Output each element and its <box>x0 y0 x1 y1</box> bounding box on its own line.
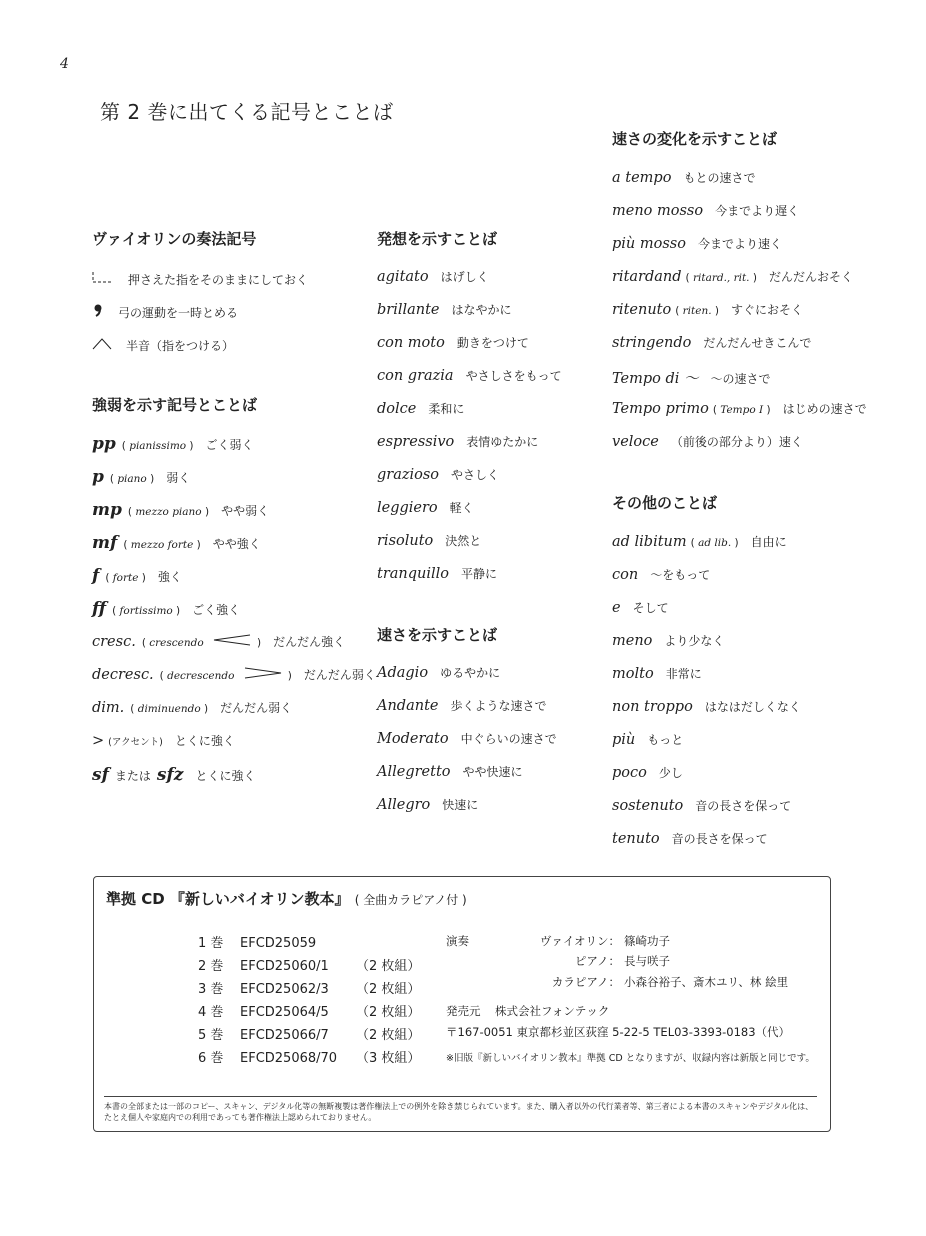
copyright-line: たとえ個人や家庭内での利用であっても著作権法上認められておりません。 <box>104 1113 377 1122</box>
term-row <box>377 730 557 747</box>
term-meaning: もとの速さで <box>683 171 756 185</box>
term-meaning: 音の長さを保って <box>695 799 792 813</box>
violin-item-text: 押さえた指をそのままにしておく <box>128 273 309 287</box>
cd-volume-row <box>198 978 420 997</box>
term-row <box>612 764 683 781</box>
term-meaning: ～をもって <box>650 568 711 582</box>
term-meaning: もっと <box>647 733 684 747</box>
violin-item <box>92 270 308 288</box>
dynamic-mark: ff <box>92 599 107 619</box>
term: Moderato <box>377 731 449 747</box>
term-row <box>612 235 782 252</box>
cd-volume-row <box>198 955 420 974</box>
term: tranquillo <box>377 566 450 582</box>
term-row <box>377 763 523 780</box>
term-meaning: より少なく <box>664 634 725 648</box>
dynamic-meaning: ごく強く <box>192 603 241 617</box>
term: brillante <box>377 302 440 318</box>
term-meaning: すぐにおそく <box>731 303 804 317</box>
term: Adagio <box>377 665 429 681</box>
tempo-heading: 速さを示すことば <box>377 626 498 644</box>
term-abbr: ad lib. <box>698 537 732 549</box>
dynamic-mark: dim. <box>92 700 125 716</box>
term-meaning: 中ぐらいの速さで <box>460 732 557 746</box>
term-row <box>612 334 811 351</box>
term-meaning: 非常に <box>665 667 702 681</box>
term-abbr-group: ( Tempo I ) <box>712 404 771 416</box>
term-meaning: 表情ゆたかに <box>466 435 539 449</box>
dynamics-item: pp ( pianissimo ) ごく弱く <box>92 434 254 454</box>
term: con <box>612 567 639 583</box>
term-meaning: 快速に <box>442 798 479 812</box>
term: stringendo <box>612 335 692 351</box>
term: leggiero <box>377 500 438 516</box>
performer-role: ヴァイオリン： <box>539 934 620 948</box>
term-meaning: 平静に <box>461 567 498 581</box>
term-row <box>377 532 481 549</box>
breath-mark-icon <box>92 303 104 317</box>
dynamic-abbr: pianissimo <box>129 440 187 452</box>
dynamic-abbr: diminuendo <box>137 703 201 715</box>
term: meno <box>612 633 653 649</box>
term-row <box>612 433 803 450</box>
dynamic-meaning: ごく弱く <box>205 438 254 452</box>
term-meaning: はじめの速さで <box>782 402 867 416</box>
dynamic-abbr: mezzo forte <box>130 539 194 551</box>
violin-heading: ヴァイオリンの奏法記号 <box>92 230 257 248</box>
dynamic-mark: cresc. <box>92 634 136 650</box>
term-abbr-group: ( riten. ) <box>675 305 720 317</box>
term-meaning: はなやかに <box>451 303 512 317</box>
dynamics-item: f ( forte ) 強く <box>92 566 182 586</box>
dynamic-abbr: アクセント <box>111 737 160 748</box>
term-row <box>377 796 478 813</box>
term-row <box>377 367 562 384</box>
page-number: 4 <box>60 56 69 72</box>
term: poco <box>612 765 647 781</box>
dynamic-mark: f <box>92 566 100 586</box>
term-row <box>612 533 787 550</box>
harmonic-icon <box>92 336 112 350</box>
term-abbr-group: ( ad lib. ) <box>690 537 739 549</box>
cd-code: EFCD25060/1 <box>240 959 329 974</box>
dynamic-abbr: piano <box>117 473 147 485</box>
dynamic-meaning: とくに強く <box>195 769 256 783</box>
cd-subtitle: ( 全曲カラピアノ付 ) <box>354 893 467 907</box>
dynamic-mark: sfz <box>156 765 184 785</box>
cd-code: EFCD25062/3 <box>240 982 329 997</box>
publisher-address: 〒167-0051 東京都杉並区荻窪 5-22-5 TEL03-3393-0183（代） <box>446 1025 791 1039</box>
term-row <box>377 334 529 351</box>
cd-volume-row <box>198 1047 420 1066</box>
term-row <box>612 301 803 318</box>
term-abbr: ritard., rit. <box>692 272 750 284</box>
dynamic-meaning: だんだん弱く <box>220 701 293 715</box>
dynamic-meaning: 弱く <box>166 471 191 485</box>
dynamic-abbr: fortissimo <box>119 605 173 617</box>
dynamics-heading: 強弱を示す記号とことば <box>92 396 258 414</box>
dynamic-meaning: 強く <box>157 570 182 584</box>
copyright-line: 本書の全部または一部のコピー、スキャン、デジタル化等の無断複製は著作権法上での例外を除き禁じられています。また、購入者以外の代行業者等、第三者による本書のスキャンやデジタル化は、 <box>104 1102 814 1111</box>
cd-volume-row <box>198 1001 420 1020</box>
page-title: 第 2 巻に出てくる記号とことば <box>100 100 394 124</box>
expression-heading: 発想を示すことば <box>377 230 498 248</box>
term-row <box>612 632 724 649</box>
cd-code: EFCD25059 <box>240 936 317 951</box>
term-row <box>377 466 499 483</box>
term: veloce <box>612 434 659 450</box>
term-meaning: はげしく <box>440 270 489 284</box>
term: a tempo <box>612 170 672 186</box>
cd-set: （2 枚組） <box>356 959 421 974</box>
dynamics-item: ff ( fortissimo ) ごく強く <box>92 599 241 619</box>
term-meaning: 歩くような速さで <box>450 699 547 713</box>
cd-volume: 6 巻 <box>198 1051 224 1066</box>
cd-set: （2 枚組） <box>356 1028 421 1043</box>
term-row <box>612 566 710 583</box>
term-row <box>377 301 512 318</box>
cd-code: EFCD25066/7 <box>240 1028 329 1043</box>
dynamics-item: > (アクセント) とくに強く <box>92 733 235 749</box>
dynamic-or: または <box>114 769 151 783</box>
cd-note: ※旧版『新しいバイオリン教本』準拠 CD となりますが、収録内容は新版と同じです。 <box>446 1053 815 1064</box>
cd-set: （3 枚組） <box>356 1051 421 1066</box>
term: con moto <box>377 335 445 351</box>
term-row <box>612 599 669 616</box>
term: agitato <box>377 269 429 285</box>
dynamic-meaning: やや強く <box>212 537 261 551</box>
performer-role: カラピアノ： <box>551 975 620 989</box>
violin-item-text: 半音（指をつける） <box>126 339 235 353</box>
dynamic-meaning: だんだん強く <box>273 635 346 649</box>
term: grazioso <box>377 467 440 483</box>
term: Tempo di ～ <box>612 371 699 387</box>
term-meaning: 今までより速く <box>697 237 782 251</box>
term-meaning: 少し <box>658 766 683 780</box>
term: meno mosso <box>612 203 704 219</box>
cd-volume: 4 巻 <box>198 1005 224 1020</box>
term-meaning: 決然と <box>445 534 482 548</box>
term-meaning: やさしさをもって <box>465 369 562 383</box>
term: Tempo primo <box>612 401 709 417</box>
decrescendo-hairpin-icon <box>244 667 282 679</box>
performers-label: 演奏 <box>446 934 469 948</box>
term-abbr: Tempo I <box>720 404 764 416</box>
term-meaning: だんだんおそく <box>768 270 853 284</box>
dynamic-abbr: forte <box>112 572 139 584</box>
cd-volume: 1 巻 <box>198 936 224 951</box>
performer-name: 小森谷裕子、斎木ユリ、林 絵里 <box>624 975 789 989</box>
cd-volume-row <box>198 1024 420 1043</box>
cd-code: EFCD25064/5 <box>240 1005 329 1020</box>
performer-name: 長与咲子 <box>624 954 670 968</box>
term-row <box>377 664 500 681</box>
term: Andante <box>377 698 439 714</box>
cd-title-text: 準拠 CD 『新しいバイオリン教本』 <box>106 890 350 908</box>
term-row <box>612 698 801 715</box>
term-meaning: やや快速に <box>462 765 523 779</box>
term: risoluto <box>377 533 434 549</box>
dynamic-meaning: とくに強く <box>174 734 235 748</box>
term: tenuto <box>612 831 660 847</box>
term-row <box>612 202 799 219</box>
cd-set: （2 枚組） <box>356 1005 421 1020</box>
term: e <box>612 600 621 616</box>
dynamic-meaning: やや弱く <box>221 504 270 518</box>
term-row <box>377 499 474 516</box>
term: ad libitum <box>612 534 687 550</box>
dynamic-mark: p <box>92 467 104 487</box>
dynamic-meaning: だんだん弱く <box>303 668 376 682</box>
term-meaning: 動きをつけて <box>456 336 529 350</box>
cd-code: EFCD25068/70 <box>240 1051 338 1066</box>
term-row <box>612 367 771 388</box>
term-meaning: 音の長さを保って <box>671 832 768 846</box>
publisher-label: 発売元 <box>446 1004 481 1018</box>
cd-set: （2 枚組） <box>356 982 421 997</box>
dynamic-mark: decresc. <box>92 667 154 683</box>
term: espressivo <box>377 434 455 450</box>
performer-role: ピアノ： <box>574 954 620 968</box>
dynamic-mark: mp <box>92 500 122 520</box>
term-row <box>612 268 853 285</box>
dynamic-abbr: decrescendo <box>167 670 235 682</box>
term-row <box>377 268 489 285</box>
term: sostenuto <box>612 798 684 814</box>
term-row <box>612 830 768 847</box>
term-meaning: はなはだしくなく <box>704 700 801 714</box>
term: Allegretto <box>377 764 451 780</box>
term-meaning: （前後の部分より）速く <box>670 435 803 449</box>
term: più mosso <box>612 236 686 252</box>
dynamics-item: p ( piano ) 弱く <box>92 467 191 487</box>
violin-item <box>92 303 238 321</box>
term: molto <box>612 666 654 682</box>
term-meaning: やさしく <box>451 468 500 482</box>
term-meaning: 軽く <box>449 501 474 515</box>
term: ritenuto <box>612 302 672 318</box>
term-row <box>612 731 683 748</box>
accent-mark: > <box>92 733 105 749</box>
dynamic-abbr: crescendo <box>149 637 204 649</box>
term-meaning: ゆるやかに <box>440 666 501 680</box>
term: con grazia <box>377 368 454 384</box>
term-meaning: ～の速さで <box>710 372 771 386</box>
term-abbr-group: ( ritard., rit. ) <box>685 272 757 284</box>
divider <box>104 1096 817 1097</box>
term-meaning: そして <box>632 601 669 615</box>
term: non troppo <box>612 699 693 715</box>
term-row <box>612 400 867 417</box>
other-heading: その他のことば <box>612 494 718 512</box>
term: ritardand <box>612 269 682 285</box>
dynamics-item: dim. ( diminuendo ) だんだん弱く <box>92 700 293 716</box>
term-row <box>377 697 547 714</box>
dynamic-mark: sf <box>92 765 109 785</box>
dynamic-abbr: mezzo piano <box>135 506 202 518</box>
term: più <box>612 732 636 748</box>
term-meaning: だんだんせきこんで <box>703 336 812 350</box>
performer-name: 篠崎功子 <box>624 934 670 948</box>
crescendo-hairpin-icon <box>213 634 251 646</box>
publisher-name: 株式会社フォンテック <box>495 1004 610 1018</box>
term-row <box>612 169 755 186</box>
dynamics-item <box>92 765 255 785</box>
term-row <box>377 433 538 450</box>
term: Allegro <box>377 797 431 813</box>
cd-volume-row <box>198 932 356 951</box>
violin-item <box>92 336 234 354</box>
term-meaning: 自由に <box>750 535 787 549</box>
violin-item-text: 弓の運動を一時とめる <box>118 306 239 320</box>
term-meaning: 今までより遅く <box>715 204 800 218</box>
bracket-icon <box>92 270 114 284</box>
tempo-change-heading: 速さの変化を示すことば <box>612 130 778 148</box>
dynamic-mark: pp <box>92 434 116 454</box>
term: dolce <box>377 401 417 417</box>
dynamics-item: mp ( mezzo piano ) やや弱く <box>92 500 270 520</box>
dynamics-item: mf ( mezzo forte ) やや強く <box>92 533 261 553</box>
term-row <box>612 665 702 682</box>
term-row <box>377 565 497 582</box>
cd-volume: 2 巻 <box>198 959 224 974</box>
term-meaning: 柔和に <box>428 402 465 416</box>
dynamic-mark: mf <box>92 533 118 553</box>
term-row <box>377 400 464 417</box>
dynamics-item: cresc. ( crescendo ) だんだん強く <box>92 634 346 650</box>
cd-title <box>106 888 467 909</box>
cd-volume: 3 巻 <box>198 982 224 997</box>
term-abbr: riten. <box>682 305 712 317</box>
term-row <box>612 797 791 814</box>
dynamics-item: decresc. ( decrescendo ) だんだん弱く <box>92 667 376 683</box>
cd-volume: 5 巻 <box>198 1028 224 1043</box>
